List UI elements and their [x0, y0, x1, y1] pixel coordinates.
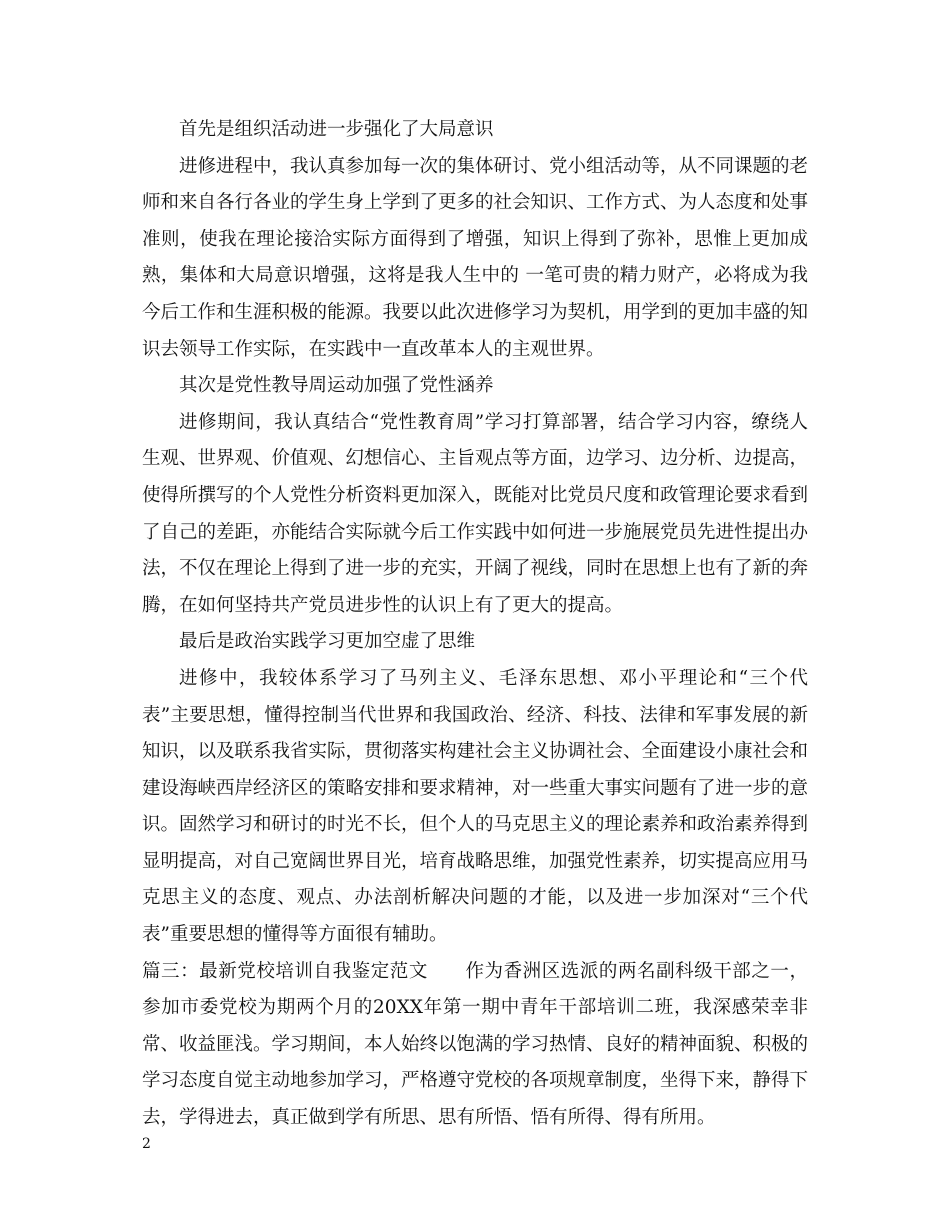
section-heading-1: 首先是组织活动进一步强化了大局意识: [179, 119, 494, 140]
final-body: 作为香洲区选派的两名副科级干部之一，参加市委党校为期两个月的20XX年第一期中青年干部培训二班，我深感荣幸非常、收益匪浅。学习期间，本人始终以饱满的学习热情、良好的精神面貌、积极的学习态度自觉主动地参加学习，严格遵守党校的各项规章制度，坐得下来，静得下去，学得进去，真正做到学有所思、思有所悟、悟有所得、得有所用。: [142, 960, 809, 1129]
section-paragraph-1: 进修进程中，我认真参加每一次的集体研讨、党小组活动等，从不同课题的老师和来自各行各业的学生身上学到了更多的社会知识、工作方式、为人态度和处事准则，使我在理论接洽实际方面得到了增强，知识上得到了弥补，思惟上更加成熟，集体和大局意识增强，这将是我人生中的 一笔可贵的精力财产，必将成为我今后工作和生涯积极的能源。我要以此次进修学习为契机，用学到的更加丰盛的知识去领导工作实际，在实践中一直改革本人的主观世界。: [142, 155, 809, 360]
section-paragraph-3: 进修中，我较体系学习了马列主义、毛泽东思想、邓小平理论和“三个代表”主要思想，懂得控制当代世界和我国政治、经济、科技、法律和军事发展的新知识，以及联系我省实际，贯彻落实构建社会主义协调社会、全面建设小康社会和建设海峡西岸经济区的策略安排和要求精神，对一些重大事实问题有了进一步的意识。固然学习和研讨的时光不长，但个人的马克思主义的理论素养和政治素养得到显明提高，对自己宽阔世界目光，培育战略思维，加强党性素养，切实提高应用马克思主义的态度、观点、办法剖析解决问题的才能，以及进一步加深对“三个代表”重要思想的懂得等方面很有辅助。: [142, 667, 809, 946]
section-paragraph-2: 进修期间，我认真结合“党性教育周”学习打算部署，结合学习内容，缭绕人生观、世界观、价值观、幻想信心、主旨观点等方面，边学习、边分析、边提高，使得所撰写的个人党性分析资料更加深入，既能对比党员尺度和政管理论要求看到了自己的差距，亦能结合实际就今后工作实践中如何进一步施展党员先进性提出办法，不仅在理论上得到了进一步的充实，开阔了视线，同时在思想上也有了新的奔腾，在如何坚持共产党员进步性的认识上有了更大的提高。: [142, 411, 809, 616]
section-heading-2: 其次是党性教导周运动加强了党性涵养: [179, 375, 494, 397]
section-heading-3: 最后是政治实践学习更加空虚了思维: [179, 631, 476, 653]
final-title: 篇三：最新党校培训自我鉴定范文: [142, 960, 428, 982]
page-number: 2: [142, 1136, 151, 1152]
final-paragraph: [142, 954, 808, 1137]
document-body: [142, 112, 808, 1137]
